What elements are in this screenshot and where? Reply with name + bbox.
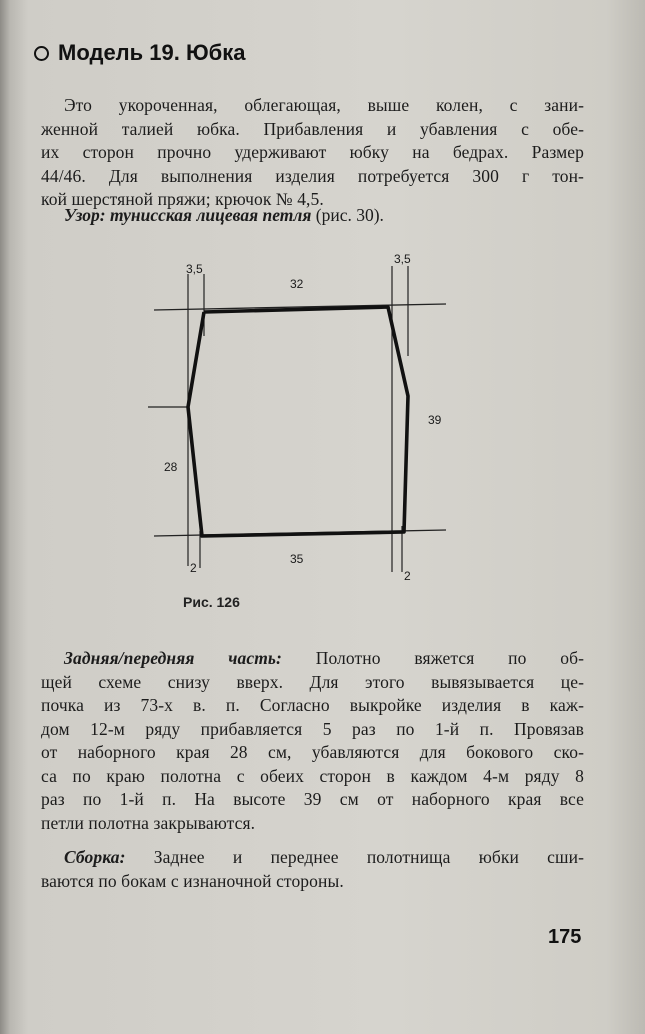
assembly-line: щей схеме снизу вверх. Для этого вывязывается це- xyxy=(41,671,584,692)
dim-top-right-offset: 3,5 xyxy=(394,252,411,266)
intro-line: женной талией юбка. Прибавления и убавления с обе- xyxy=(41,118,584,139)
skirt-pattern-diagram xyxy=(140,246,460,591)
dim-top-width: 32 xyxy=(290,277,304,291)
dim-bottom-width: 35 xyxy=(290,552,304,566)
pattern-label: Узор: тунисская лицевая петля xyxy=(64,205,312,225)
page-number: 175 xyxy=(548,926,582,948)
pattern-line xyxy=(64,205,384,226)
intro-line: их сторон прочно удерживают юбку на бедрах. Размер xyxy=(41,142,584,162)
pattern-ref: (рис. 30). xyxy=(311,205,384,225)
assembly-line: почка из 73-х в. п. Согласно выкройке изделия в каж- xyxy=(41,695,584,715)
assembly-first-line: Задняя/передняя часть: Полотно вяжется по об- xyxy=(64,648,584,668)
sborka-first-line: Сборка: Заднее и переднее полотнища юбки сши- xyxy=(64,847,584,867)
dim-top-left-offset: 3,5 xyxy=(186,262,203,276)
section-heading xyxy=(34,40,246,66)
circle-bullet-icon xyxy=(34,46,49,61)
sborka-label: Сборка: xyxy=(64,847,126,867)
dim-bottom-right-offset: 2 xyxy=(404,569,411,583)
intro-line: Это укороченная, облегающая, выше колен, с зани- xyxy=(64,95,584,115)
intro-line: кой шерстяной пряжи; крючок № 4,5. xyxy=(41,189,324,209)
section-title: Модель 19. Юбка xyxy=(58,40,246,65)
intro-line: 44/46. Для выполнения изделия потребуется 300 г тон- xyxy=(41,165,584,186)
assembly-line: от наборного края 28 см, убавляются для бокового ско- xyxy=(41,742,584,762)
skirt-outline xyxy=(188,307,408,536)
dim-right-height: 39 xyxy=(428,413,442,427)
assembly-line: раз по 1-й п. На высоте 39 см от наборного края все xyxy=(41,789,584,809)
assembly-line: са по краю полотна с обеих сторон в каждом 4-м ряду 8 xyxy=(41,765,584,786)
assembly-line: петли полотна закрываются. xyxy=(41,812,256,833)
intro-paragraph xyxy=(41,94,584,212)
dim-left-height: 28 xyxy=(164,460,178,474)
figure-caption: Рис. 126 xyxy=(183,594,240,610)
sborka-paragraph xyxy=(41,846,584,893)
assembly-line: дом 12-м ряду прибавляется 5 раз по 1-й п. Провязав xyxy=(41,718,584,739)
part-label: Задняя/передняя часть: xyxy=(64,648,282,668)
sborka-line: ваются по бокам с изнаночной стороны. xyxy=(41,870,344,891)
dim-bottom-left-offset: 2 xyxy=(190,561,197,575)
assembly-paragraph xyxy=(41,647,584,835)
